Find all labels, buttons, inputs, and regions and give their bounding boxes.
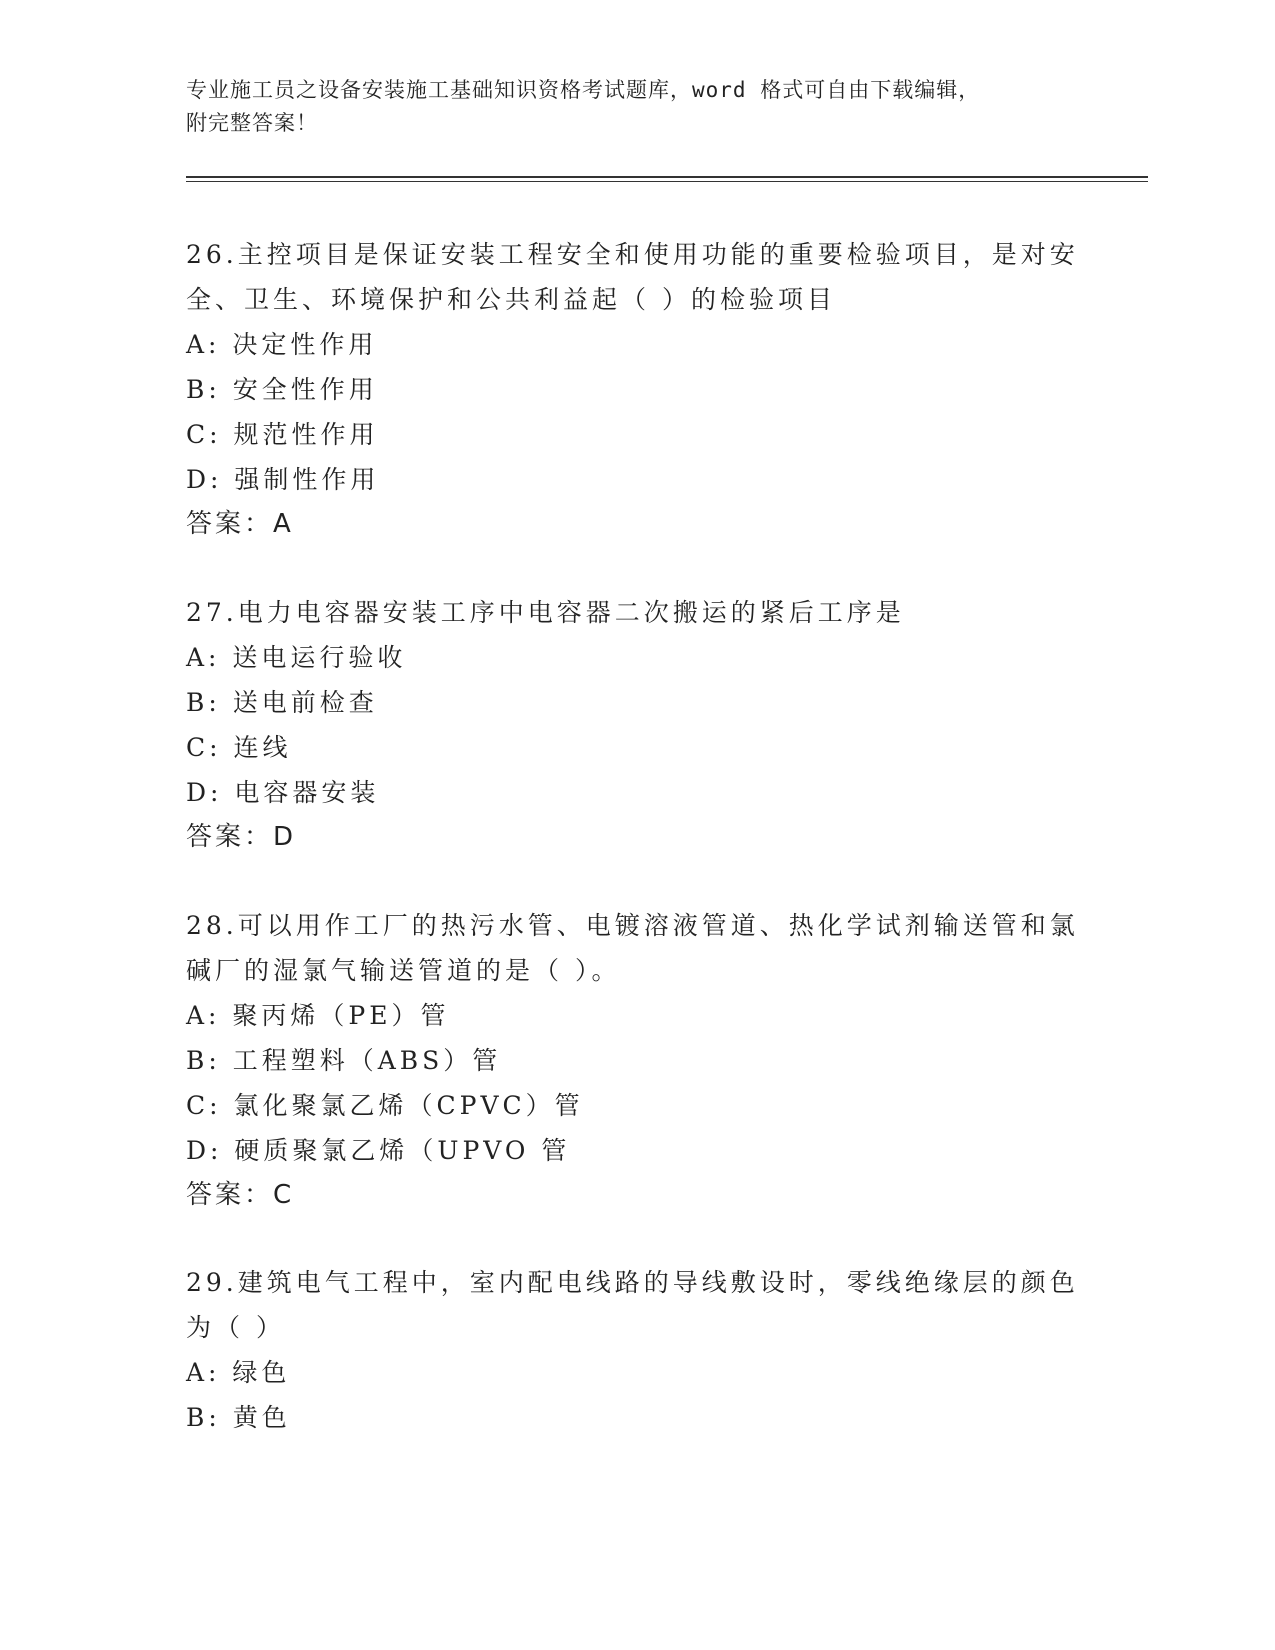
question-stem-line: 27.电力电容器安装工序中电容器二次搬运的紧后工序是: [186, 598, 905, 627]
option-c: C: 规范性作用: [186, 420, 379, 449]
option-c: C: 连线: [186, 733, 292, 762]
question-27: [186, 590, 1086, 860]
question-29: [186, 1260, 1086, 1440]
answer: 答案：C: [186, 1180, 295, 1210]
question-26: [186, 232, 1086, 547]
question-stem-line: 28.可以用作工厂的热污水管、电镀溶液管道、热化学试剂输送管和氯: [186, 911, 1079, 940]
option-d: D: 硬质聚氯乙烯（UPVO 管: [186, 1136, 571, 1165]
option-a: A: 聚丙烯（PE）管: [186, 1001, 450, 1030]
question-28: [186, 903, 1086, 1218]
option-b: B: 黄色: [186, 1403, 291, 1432]
option-b: B: 工程塑料（ABS）管: [186, 1046, 502, 1075]
option-d: D: 电容器安装: [186, 778, 380, 807]
header-line-2: 附完整答案！: [186, 111, 318, 135]
question-stem-line: 26.主控项目是保证安装工程安全和使用功能的重要检验项目，是对安: [186, 240, 1079, 269]
option-c: C: 氯化聚氯乙烯（CPVC）管: [186, 1091, 584, 1120]
header-divider-thin: [186, 181, 1148, 182]
question-stem-line: 为（ ）: [186, 1313, 285, 1342]
option-b: B: 送电前检查: [186, 688, 378, 717]
answer: 答案：D: [186, 822, 297, 852]
option-a: A: 送电运行验收: [186, 643, 407, 672]
option-a: A: 绿色: [186, 1358, 291, 1387]
option-d: D: 强制性作用: [186, 465, 380, 494]
document-header: [186, 74, 1086, 140]
question-stem-line: 碱厂的湿氯气输送管道的是（ ）。: [186, 956, 621, 985]
header-line-1: 专业施工员之设备安装施工基础知识资格考试题库，word 格式可自由下载编辑，: [186, 78, 981, 102]
option-b: B: 安全性作用: [186, 375, 378, 404]
header-divider-thick: [186, 176, 1148, 178]
answer: 答案：A: [186, 509, 294, 539]
option-a: A: 决定性作用: [186, 330, 378, 359]
question-stem-line: 全、卫生、环境保护和公共利益起（ ）的检验项目: [186, 285, 836, 314]
question-stem-line: 29.建筑电气工程中，室内配电线路的导线敷设时，零线绝缘层的颜色: [186, 1268, 1079, 1297]
